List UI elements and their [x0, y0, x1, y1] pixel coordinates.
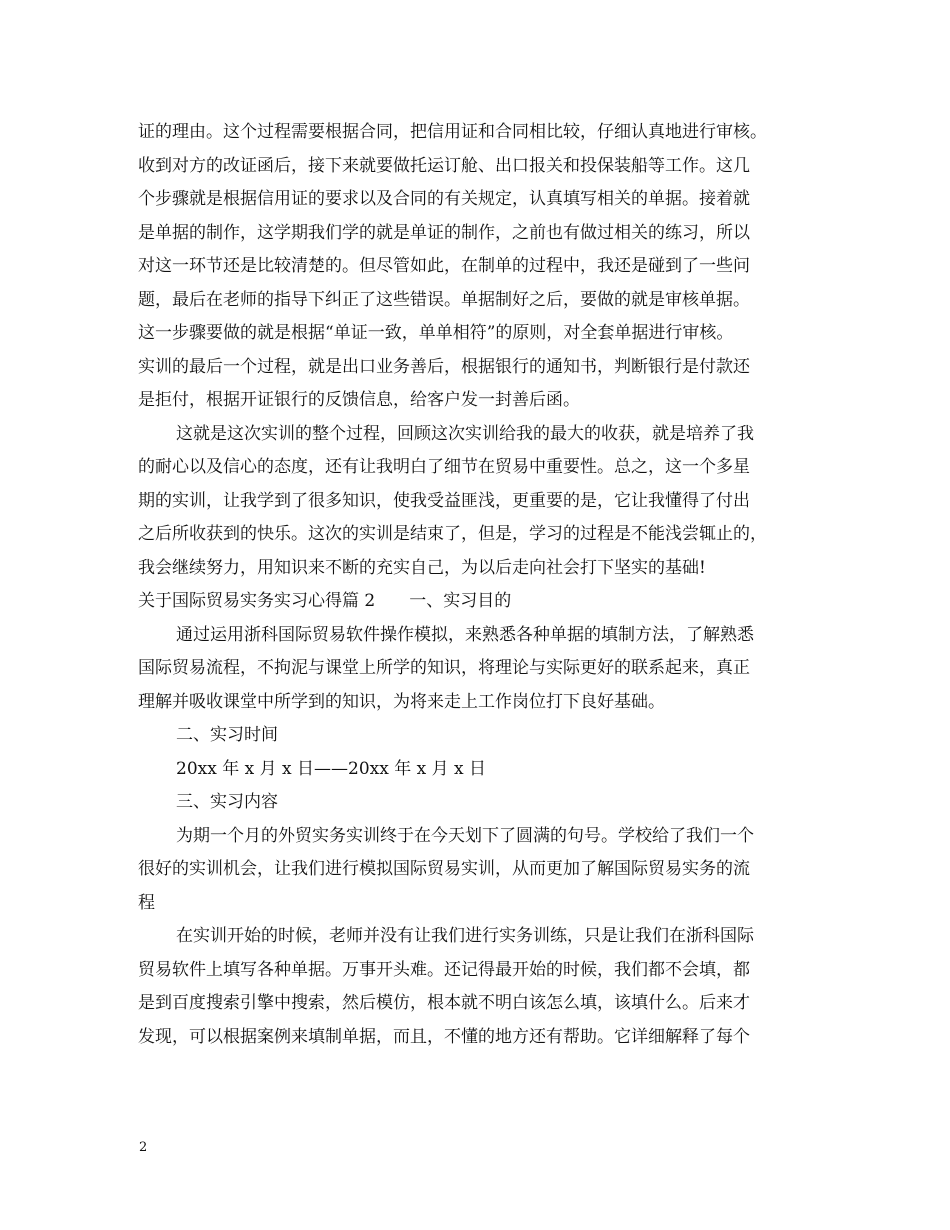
- text-line: 这就是这次实训的整个过程，回顾这次实训给我的最大的收获，就是培养了我: [176, 423, 754, 444]
- text-line: 这一步骤要做的就是根据“单证一致，单单相符”的原则，对全套单据进行审核。: [138, 323, 734, 343]
- text-line: 理解并吸收课堂中所学到的知识，为将来走上工作岗位打下良好基础。: [138, 691, 665, 712]
- text-line: 收到对方的改证函后，接下来就要做托运订舱、出口报关和投保装船等工作。这几: [138, 155, 750, 176]
- text-line: 实训的最后一个过程，就是出口业务善后，根据银行的通知书，判断银行是付款还: [138, 356, 750, 377]
- text-line: 的耐心以及信心的态度，还有让我明白了细节在贸易中重要性。总之，这一个多星: [138, 457, 750, 477]
- text-line: 题，最后在老师的指导下纠正了这些错误。单据制好之后，要做的就是审核单据。: [138, 289, 750, 310]
- body-text: [138, 116, 828, 1054]
- text-line: 关于国际贸易实务实习心得篇 2 一、实习目的: [138, 591, 512, 611]
- text-line: 是拒付，根据开证银行的反馈信息，给客户发一封善后函。: [138, 390, 580, 410]
- text-line: 之后所收获到的快乐。这次的实训是结束了，但是，学习的过程是不能浅尝辄止的，: [138, 524, 767, 544]
- text-line: 是单据的制作，这学期我们学的就是单证的制作，之前也有做过相关的练习，所以: [138, 222, 750, 243]
- text-line: 个步骤就是根据信用证的要求以及合同的有关规定，认真填写相关的单据。接着就: [138, 189, 750, 209]
- text-line: 为期一个月的外贸实务实训终于在今天划下了圆满的句号。学校给了我们一个: [176, 825, 754, 846]
- page-number: 2: [139, 1140, 148, 1155]
- text-line: 20xx 年 x 月 x 日——20xx 年 x 月 x 日: [176, 758, 487, 779]
- text-line: 我会继续努力，用知识来不断的充实自己，为以后走向社会打下坚实的基础!: [138, 557, 706, 578]
- text-line: 通过运用浙科国际贸易软件操作模拟，来熟悉各种单据的填制方法，了解熟悉: [176, 624, 754, 645]
- text-line: 是到百度搜索引擎中搜索，然后模仿，根本就不明白该怎么填，该填什么。后来才: [138, 993, 750, 1013]
- text-line: 证的理由。这个过程需要根据合同，把信用证和合同相比较，仔细认真地进行审核。: [138, 122, 767, 142]
- text-line: 在实训开始的时候，老师并没有让我们进行实务训练，只是让我们在浙科国际: [176, 926, 754, 946]
- text-line: 程: [138, 892, 155, 913]
- text-line: 国际贸易流程，不拘泥与课堂上所学的知识，将理论与实际更好的联系起来，真正: [138, 658, 750, 678]
- text-line: 对这一环节还是比较清楚的。但尽管如此，在制单的过程中，我还是碰到了一些问: [138, 256, 750, 276]
- text-line: 三、实习内容: [176, 792, 278, 812]
- text-line: 二、实习时间: [176, 725, 278, 745]
- text-line: 很好的实训机会，让我们进行模拟国际贸易实训，从而更加了解国际贸易实务的流: [138, 859, 750, 879]
- text-line: 贸易软件上填写各种单据。万事开头难。还记得最开始的时候，我们都不会填，都: [138, 959, 750, 980]
- text-line: 期的实训，让我学到了很多知识，使我受益匪浅，更重要的是，它让我懂得了付出: [138, 490, 750, 511]
- text-line: 发现，可以根据案例来填制单据，而且，不懂的地方还有帮助。它详细解释了每个: [138, 1026, 750, 1047]
